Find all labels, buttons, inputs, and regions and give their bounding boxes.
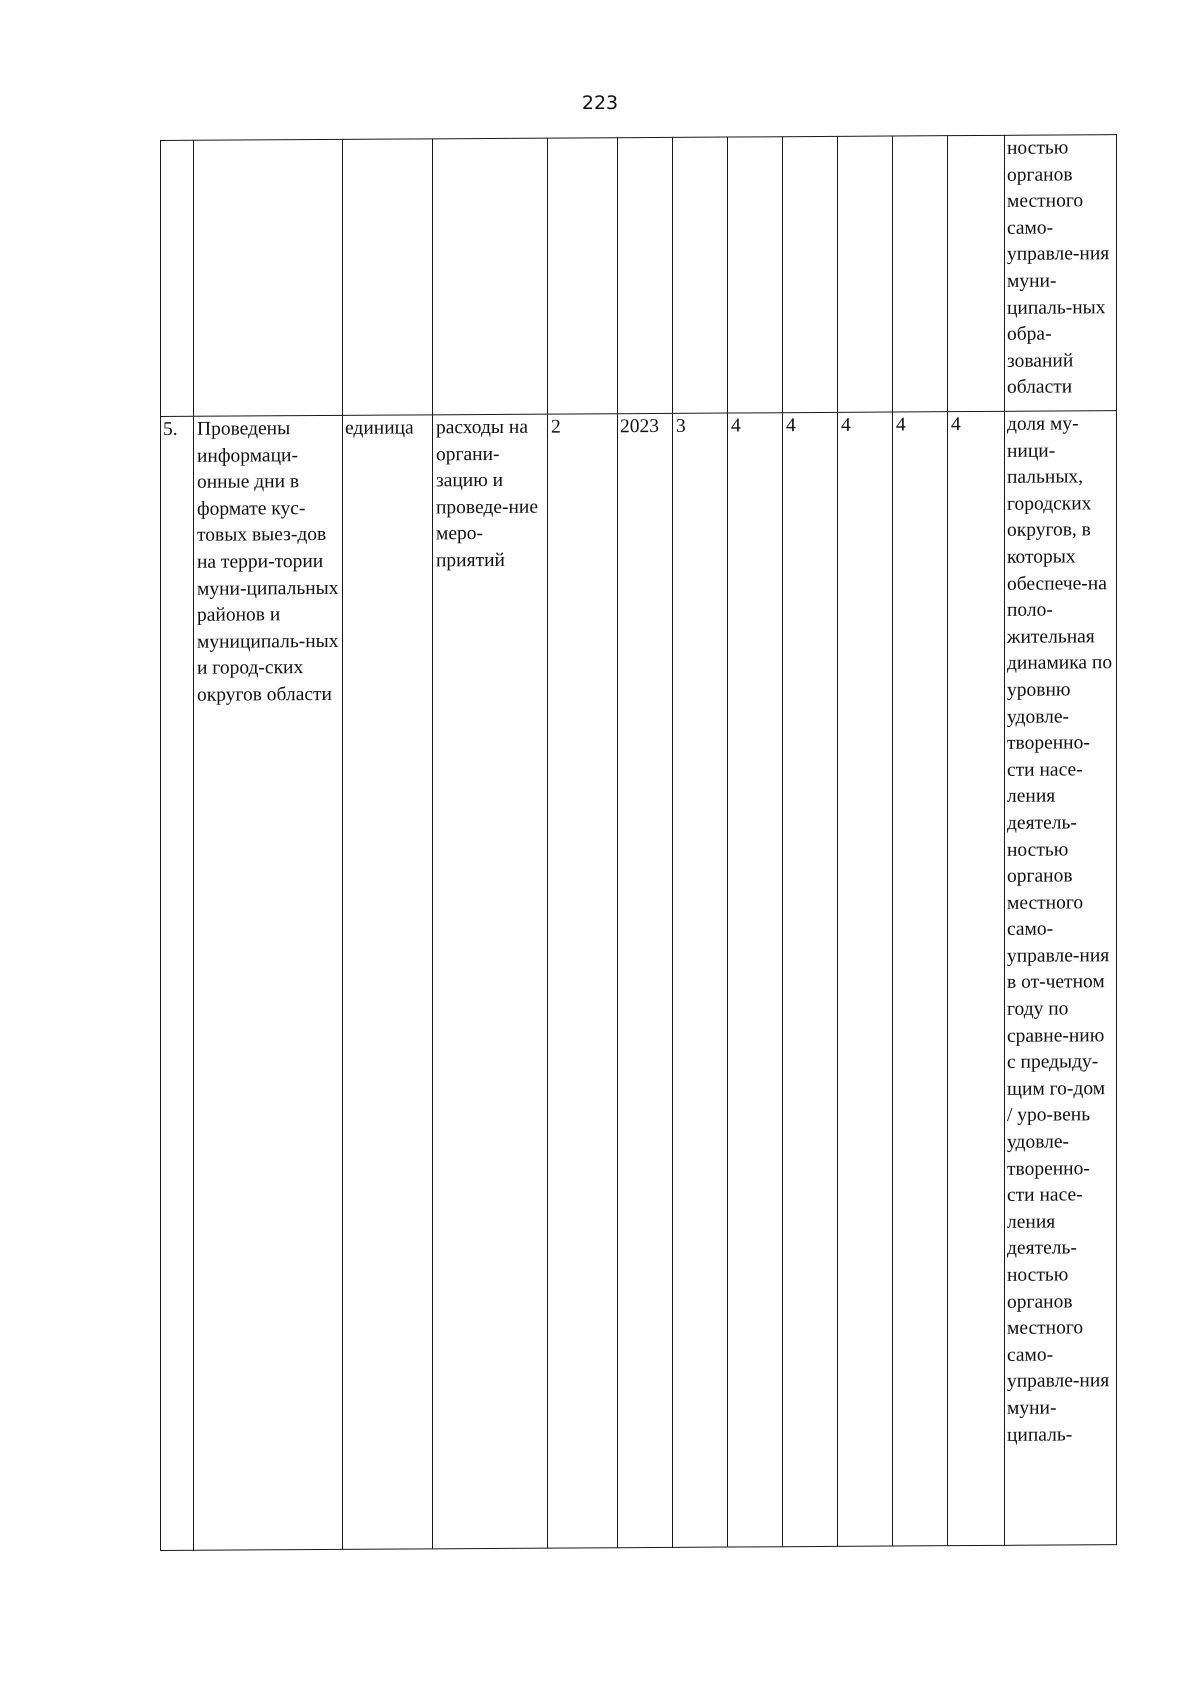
table-row bbox=[161, 135, 1117, 417]
cell-base-year: 2023 bbox=[618, 413, 673, 1547]
cell-number bbox=[161, 140, 194, 416]
cell-value-5: 4 bbox=[893, 412, 948, 1546]
cell-value-3: 4 bbox=[783, 412, 838, 1546]
cell-value-4 bbox=[838, 136, 893, 412]
cell-value-1 bbox=[673, 137, 728, 413]
cell-value-2 bbox=[728, 137, 783, 413]
cell-indicator: ностью органов местного само-управле-ния муни-ципаль-ных обра-зований области bbox=[1005, 135, 1117, 412]
cell-value-3 bbox=[783, 136, 838, 412]
cell-value-2: 4 bbox=[728, 413, 783, 1547]
cell-value-6: 4 bbox=[948, 411, 1005, 1545]
cell-value-6 bbox=[948, 135, 1005, 411]
cell-code: 2 bbox=[548, 414, 618, 1548]
cell-event: Проведены информаци-онные дни в формате кус-товых выез-дов на терри-тории муни-ципальных районов и муниципаль-ных и город-ских округов области bbox=[194, 415, 343, 1550]
cell-expense-type: расходы на органи-зацию и проведе-ние меро-приятий bbox=[433, 414, 548, 1549]
cell-unit: единица bbox=[343, 415, 433, 1550]
cell-value-5 bbox=[893, 136, 948, 412]
cell-event bbox=[194, 139, 343, 416]
cell-indicator: доля му-ници-пальных, городских округов, в которых обеспече-на поло-жительная динамика по уровню удовле-творенно-сти насе-ления деятель-ностью органов местного само-управле-ния в от-четном году по сравне-нию с предыду-щим го-дом / уро-вень удовле-творенно-сти насе-ления деятель-ностью органов местного само-управле-ния муни-ципаль- bbox=[1005, 411, 1117, 1546]
cell-base-year bbox=[618, 137, 673, 413]
cell-code bbox=[548, 138, 618, 414]
document-table bbox=[160, 134, 1117, 1551]
cell-value-4: 4 bbox=[838, 412, 893, 1546]
cell-value-1: 3 bbox=[673, 413, 728, 1547]
page-number: 223 bbox=[581, 92, 619, 114]
cell-number: 5. bbox=[161, 416, 194, 1550]
table-row bbox=[161, 411, 1117, 1551]
cell-expense-type bbox=[433, 138, 548, 415]
cell-unit bbox=[343, 139, 433, 416]
